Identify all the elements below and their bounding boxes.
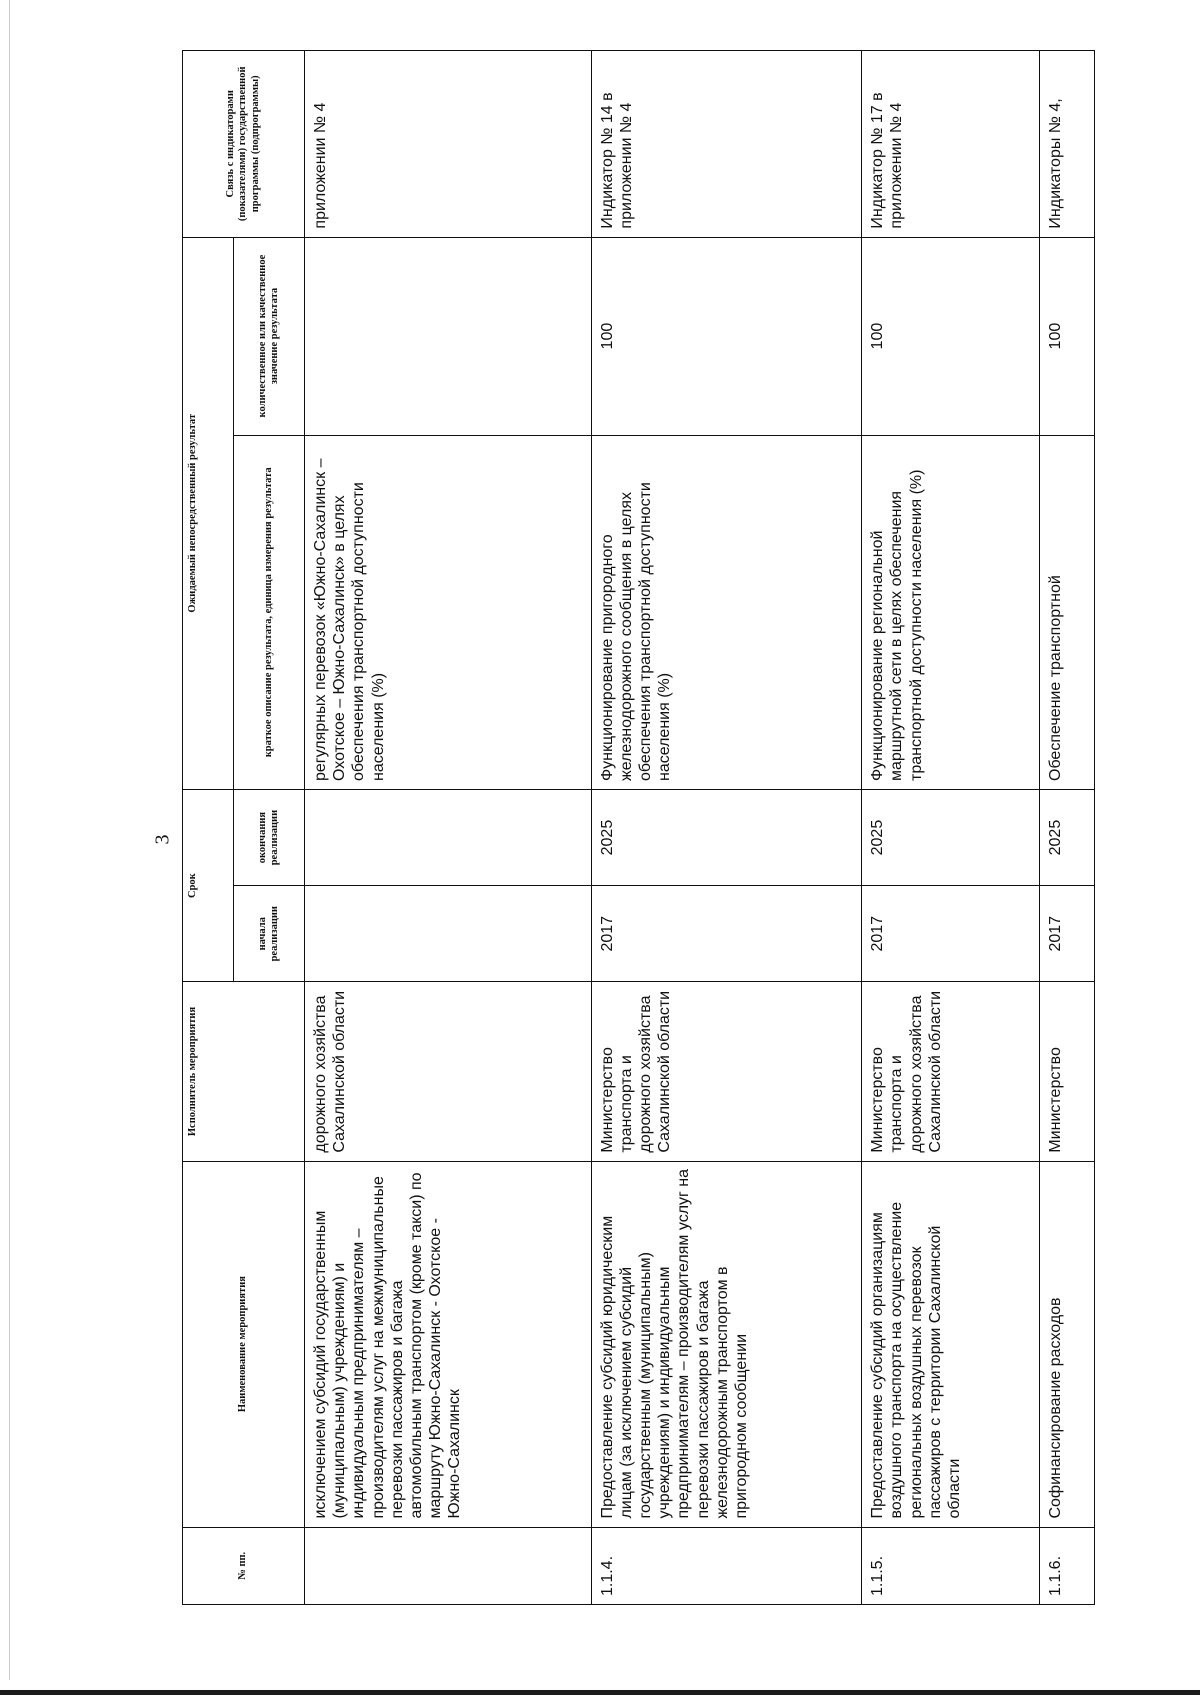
header-result-description: краткое описание результата, единица измерения результата xyxy=(234,435,305,789)
scan-edge-left xyxy=(9,0,10,1680)
cell-value: 100 xyxy=(1040,237,1095,435)
header-term: Срок xyxy=(183,790,234,982)
cell-number: 1.1.6. xyxy=(1040,1527,1095,1604)
header-number: № пп. xyxy=(183,1527,305,1604)
cell-name: Предоставление субсидий организациям воздушного транспорта на осуществление региональных воздушных перевозок пассажиров с территории Сахалинской области xyxy=(862,1161,1040,1527)
cell-executor: Министерство транспорта и дорожного хозяйства Сахалинской области xyxy=(591,982,862,1161)
cell-executor: Министерство xyxy=(1040,982,1095,1161)
cell-start: 2017 xyxy=(591,886,862,982)
cell-start xyxy=(305,886,592,982)
header-term-start: начала реализации xyxy=(234,886,305,982)
table-row xyxy=(305,51,592,1605)
cell-value: 100 xyxy=(862,237,1040,435)
header-term-end: окончания реализации xyxy=(234,790,305,886)
header-expected-result: Ожидаемый непосредственный результат xyxy=(183,237,234,789)
cell-end xyxy=(305,790,592,886)
cell-name: Софинансирование расходов xyxy=(1040,1161,1095,1527)
table-row xyxy=(591,51,862,1605)
cell-end: 2025 xyxy=(1040,790,1095,886)
rotated-table-container xyxy=(182,50,1095,1605)
activities-table xyxy=(182,50,1095,1605)
cell-end: 2025 xyxy=(591,790,862,886)
cell-value xyxy=(305,237,592,435)
cell-end: 2025 xyxy=(862,790,1040,886)
cell-indicator: Индикаторы № 4, xyxy=(1040,51,1095,238)
cell-indicator: Индикатор № 14 в приложении № 4 xyxy=(591,51,862,238)
cell-indicator: приложении № 4 xyxy=(305,51,592,238)
cell-name: исключением субсидий государственным (муниципальным) учреждениям) и индивидуальным предпринимателям – производителям услуг на межмуниципальные перевозки пассажиров и багажа автомобильным транспортом (кроме такси) по маршруту Южно-Сахалинск - Охотское - Южно-Сахалинск xyxy=(305,1161,592,1527)
header-name: Наименование мероприятия xyxy=(183,1161,305,1527)
cell-start: 2017 xyxy=(862,886,1040,982)
cell-name: Предоставление субсидий юридическим лицам (за исключением субсидий государственным (муниципальным) учреждениям) и индивидуальным предпринимателям – производителям услуг на перевозки пассажиров и багажа железнодорожным транспортом в пригородном сообщении xyxy=(591,1161,862,1527)
table-row xyxy=(862,51,1040,1605)
cell-description: Функционирование пригородного железнодорожного сообщения в целях обеспечения транспортной доступности населения (%) xyxy=(591,435,862,789)
cell-description: Функционирование региональной маршрутной сети в целях обеспечения транспортной доступности населения (%) xyxy=(862,435,1040,789)
table-row xyxy=(1040,51,1095,1605)
cell-value: 100 xyxy=(591,237,862,435)
cell-description: регулярных перевозок «Южно-Сахалинск – Охотское – Южно-Сахалинск» в целях обеспечения транспортной доступности населения (%) xyxy=(305,435,592,789)
scan-edge-bottom xyxy=(0,1690,1200,1695)
header-executor: Исполнитель мероприятия xyxy=(183,982,305,1161)
header-result-value: количественное или качественное значение результата xyxy=(234,237,305,435)
cell-number xyxy=(305,1527,592,1604)
page-number: 3 xyxy=(151,834,174,845)
header-indicator-link: Связь с индикаторами (показателями) государственной программы (подпрограммы) xyxy=(183,51,305,238)
cell-description: Обеспечение транспортной xyxy=(1040,435,1095,789)
cell-number: 1.1.5. xyxy=(862,1527,1040,1604)
cell-number: 1.1.4. xyxy=(591,1527,862,1604)
cell-executor: дорожного хозяйства Сахалинской области xyxy=(305,982,592,1161)
cell-indicator: Индикатор № 17 в приложении № 4 xyxy=(862,51,1040,238)
cell-executor: Министерство транспорта и дорожного хозяйства Сахалинской области xyxy=(862,982,1040,1161)
cell-start: 2017 xyxy=(1040,886,1095,982)
